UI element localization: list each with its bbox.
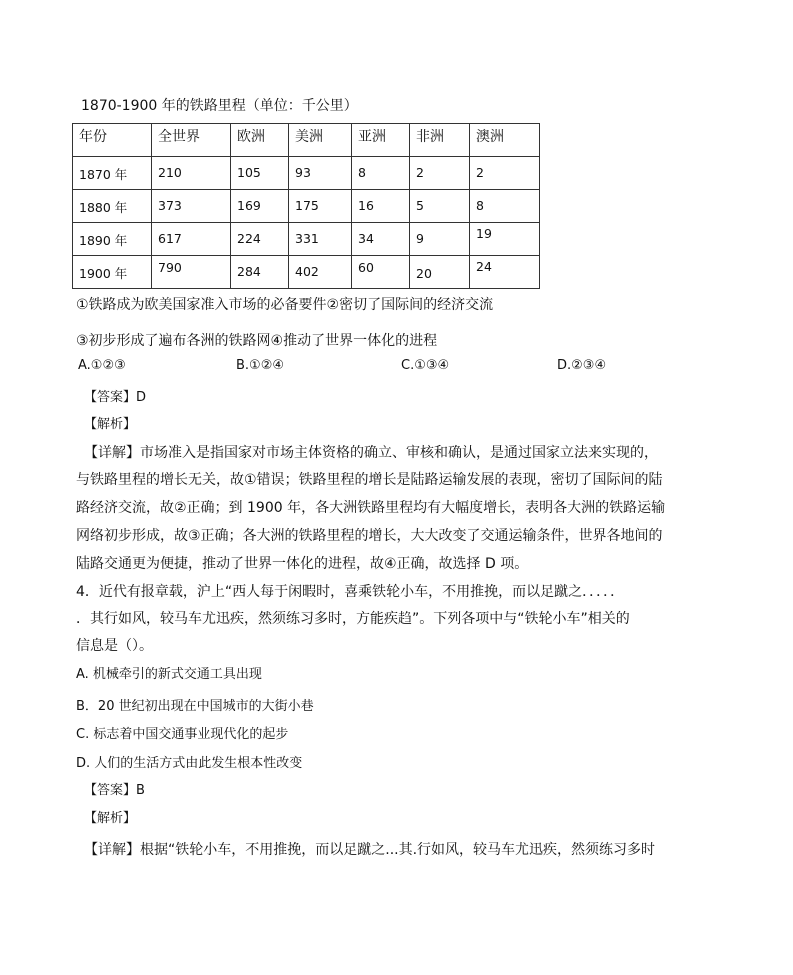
table-row [73, 223, 540, 256]
table-cell: 16 [352, 190, 410, 223]
table-cell: 210 [152, 157, 231, 190]
table-title: 1870-1900 年的铁路里程（单位：千公里） [81, 98, 358, 114]
table-cell: 2 [410, 157, 470, 190]
explanation-line: 【详解】根据“铁轮小车，不用推挽，而以足蹴之...其.行如风，较马车尤迅疾，然须练习多时 [84, 842, 656, 858]
header-cell: 非洲 [410, 124, 470, 157]
option-d: D.②③④ [557, 358, 607, 373]
table-cell: 790 [152, 256, 231, 289]
question-4-line: 4．近代有报章载，沪上“西人每于闲暇时，喜乘铁轮小车，不用推挽，而以足蹴之．．．．． [76, 584, 625, 600]
table-cell: 373 [152, 190, 231, 223]
option-c: C.①③④ [401, 358, 450, 373]
table-row [73, 157, 540, 190]
table-cell: 34 [352, 223, 410, 256]
explanation-line: 网络初步形成，故③正确；各大洲的铁路里程的增长，大大改变了交通运输条件，世界各地间的 [76, 528, 663, 544]
answer-label: 【答案】B [84, 783, 145, 798]
statements-line-1: ①铁路成为欧美国家准入市场的必备要件②密切了国际间的经济交流 [76, 297, 494, 313]
table-cell: 617 [152, 223, 231, 256]
analysis-label: 【解析】 [84, 417, 137, 432]
table-cell: 1880 年 [73, 190, 152, 223]
table-cell: 20 [410, 256, 470, 289]
table-cell: 8 [352, 157, 410, 190]
table-cell: 2 [470, 157, 540, 190]
header-cell: 欧洲 [231, 124, 289, 157]
table-cell: 224 [231, 223, 289, 256]
table-cell: 8 [470, 190, 540, 223]
question-4-line: 信息是（）。 [76, 638, 153, 654]
table-cell: 331 [289, 223, 352, 256]
table-cell: 402 [289, 256, 352, 289]
explanation-line: 陆路交通更为便捷，推动了世界一体化的进程，故④正确，故选择 D 项。 [76, 556, 529, 572]
table-cell: 175 [289, 190, 352, 223]
option-b: B.①②④ [236, 358, 285, 373]
table-cell: 60 [352, 256, 410, 289]
option-a: A.①②③ [78, 358, 126, 373]
explanation-line: 路经济交流，故②正确；到 1900 年，各大洲铁路里程均有大幅度增长，表明各大洲的铁路运输 [76, 500, 666, 516]
choice-a: A. 机械牵引的新式交通工具出现 [76, 667, 262, 682]
analysis-label: 【解析】 [84, 811, 137, 826]
table-cell: 105 [231, 157, 289, 190]
choice-d: D. 人们的生活方式由此发生根本性改变 [76, 756, 303, 771]
table-cell: 5 [410, 190, 470, 223]
table-cell: 1900 年 [73, 256, 152, 289]
question-4-line: ．其行如风，较马车尤迅疾，然须练习多时，方能疾趋”。下列各项中与“铁轮小车”相关的 [76, 611, 630, 627]
railway-mileage-table [72, 123, 540, 289]
table-header-row [73, 124, 540, 157]
header-cell: 全世界 [152, 124, 231, 157]
table-cell: 1890 年 [73, 223, 152, 256]
table-cell: 19 [470, 223, 540, 256]
choice-b: B．20 世纪初出现在中国城市的大街小巷 [76, 699, 314, 714]
explanation-line: 【详解】市场准入是指国家对市场主体资格的确立、审核和确认，是通过国家立法来实现的， [84, 445, 658, 461]
header-cell: 年份 [73, 124, 152, 157]
table-cell: 1870 年 [73, 157, 152, 190]
choice-c: C. 标志着中国交通事业现代化的起步 [76, 727, 289, 742]
table-cell: 24 [470, 256, 540, 289]
table-cell: 93 [289, 157, 352, 190]
header-cell: 亚洲 [352, 124, 410, 157]
table-row [73, 256, 540, 289]
header-cell: 美洲 [289, 124, 352, 157]
table-cell: 284 [231, 256, 289, 289]
table-cell: 169 [231, 190, 289, 223]
header-cell: 澳洲 [470, 124, 540, 157]
table-cell: 9 [410, 223, 470, 256]
table-row [73, 190, 540, 223]
statements-line-2: ③初步形成了遍布各洲的铁路网④推动了世界一体化的进程 [76, 333, 438, 349]
explanation-line: 与铁路里程的增长无关，故①错误；铁路里程的增长是陆路运输发展的表现，密切了国际间的陆 [76, 472, 663, 488]
answer-label: 【答案】D [84, 390, 147, 405]
